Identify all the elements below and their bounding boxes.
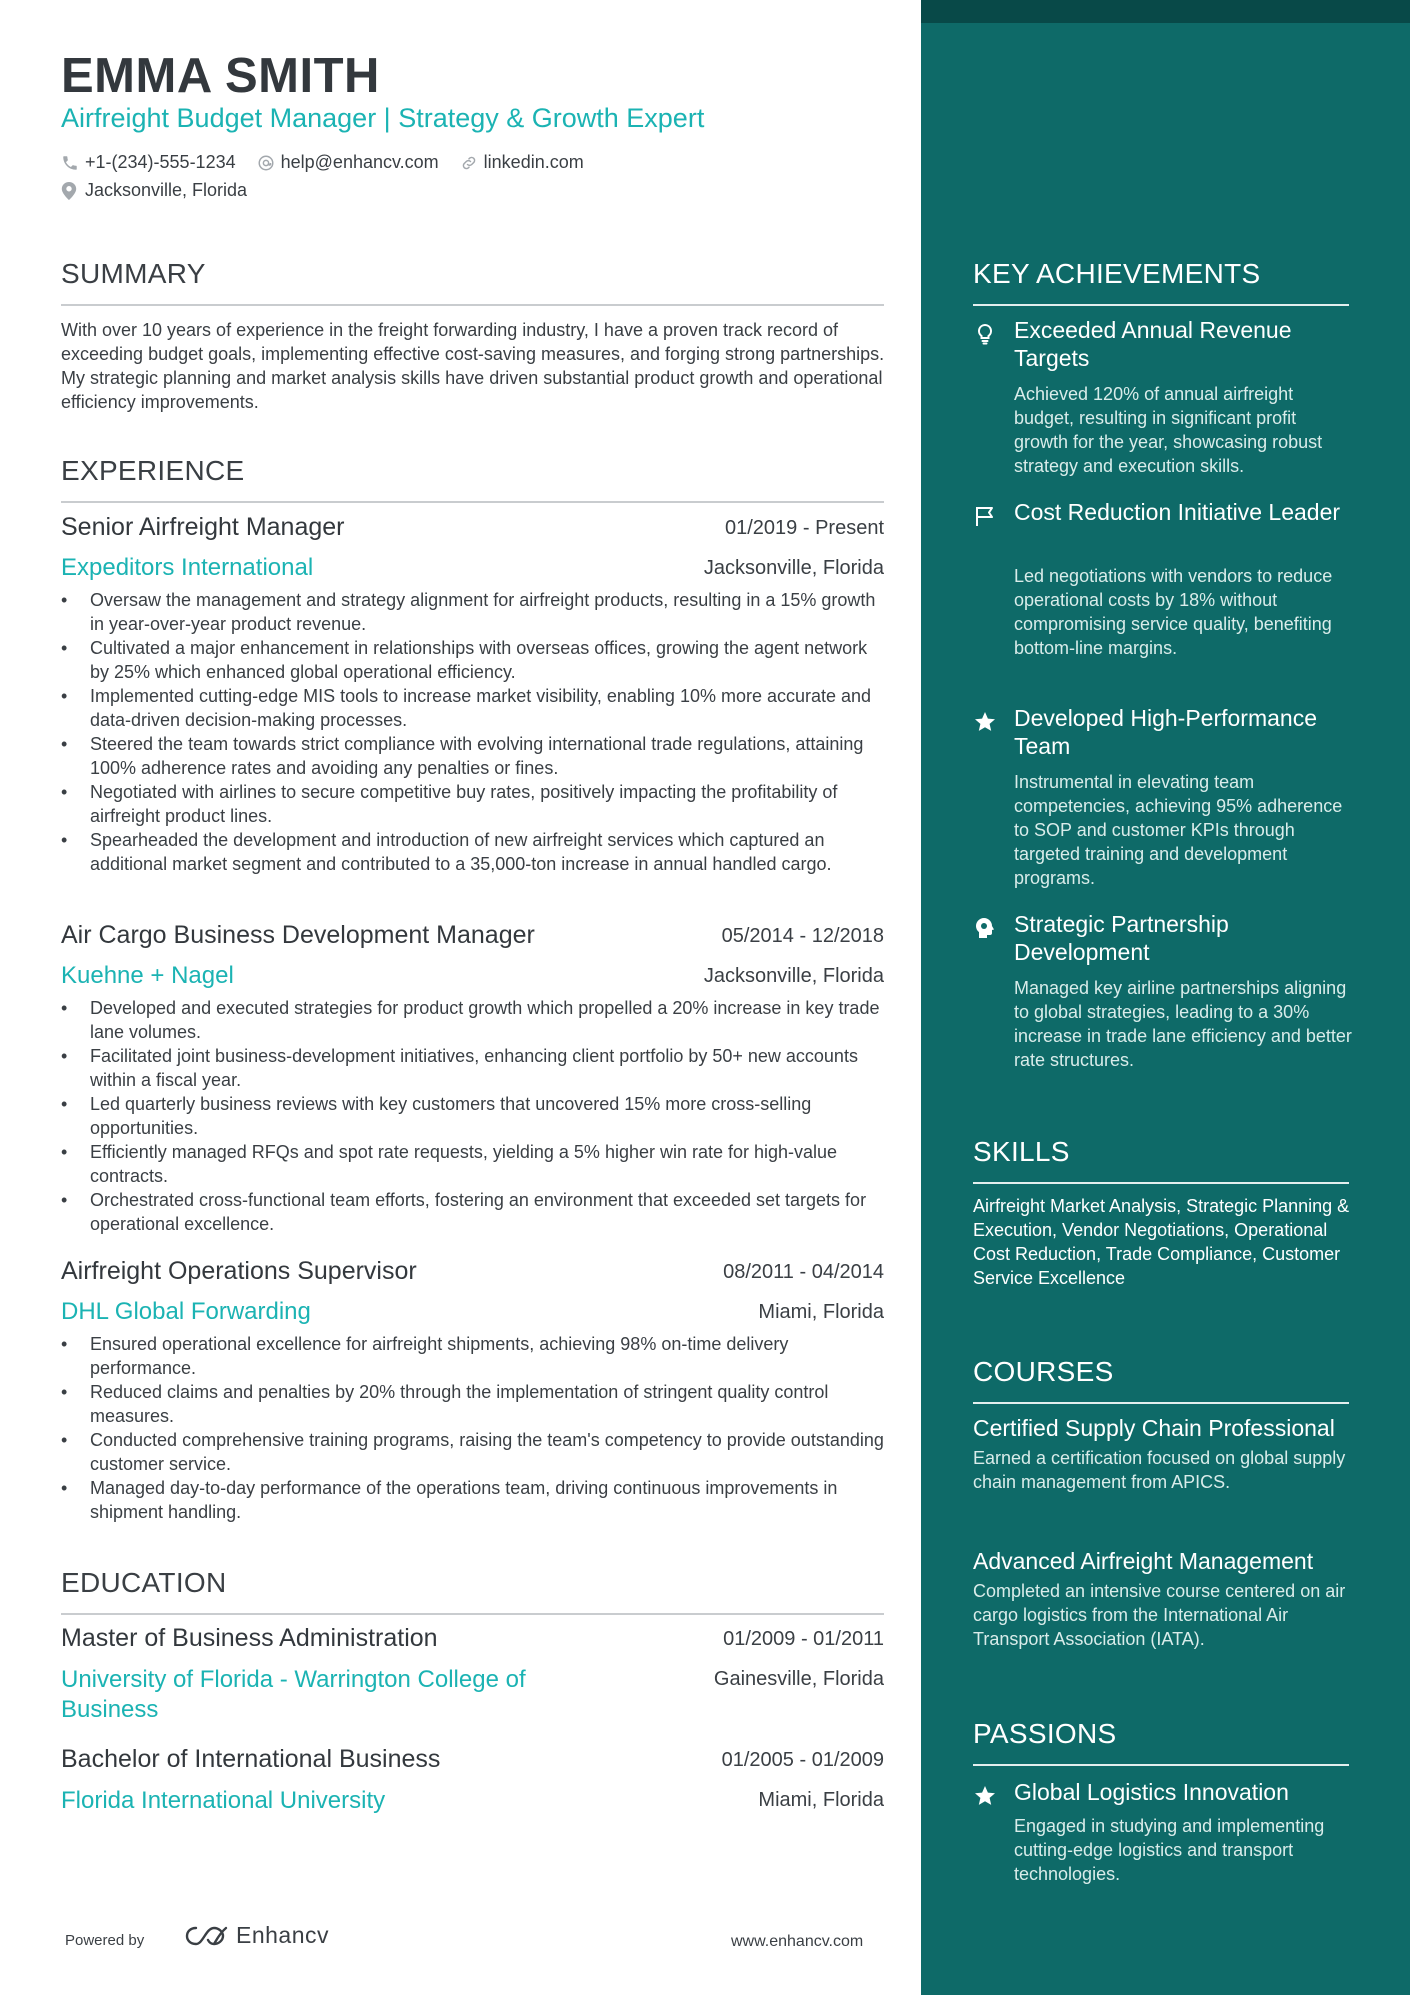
- course-title: Certified Supply Chain Professional: [973, 1415, 1335, 1441]
- skills-divider: [973, 1182, 1349, 1184]
- enhancv-logo[interactable]: [184, 1922, 329, 1949]
- bullet-item: • Facilitated joint business-development initiatives, enhancing client portfolio by 50+ new accounts within a fiscal year.: [61, 1044, 891, 1092]
- bullet-item: • Steered the team towards strict compliance with evolving international trade regulations, attaining 100% adherence rates and avoiding any penalties or fines.: [61, 732, 891, 780]
- job-location: Miami, Florida: [758, 1301, 884, 1323]
- job-bullets: [61, 588, 891, 876]
- skills-heading: SKILLS: [973, 1136, 1070, 1167]
- achievement-title: Cost Reduction Initiative Leader: [1014, 499, 1341, 525]
- education-divider: [61, 1613, 884, 1615]
- star-icon: [973, 1784, 997, 1808]
- summary-text: With over 10 years of experience in the freight forwarding industry, I have a proven track record of exceeding budget goals, implementing effective cost-saving measures, and forging strong partnerships. My strategic planning and market analysis skills have driven substantial product growth and operational efficiency improvements.: [61, 320, 885, 412]
- bullet-item: • Developed and executed strategies for product growth which propelled a 20% increase in key trade lane volumes.: [61, 996, 891, 1044]
- bullet-item: • Implemented cutting-edge MIS tools to increase market visibility, enabling 10% more accurate and data-driven decision-making processes.: [61, 684, 891, 732]
- footer-url[interactable]: www.enhancv.com: [731, 1933, 864, 1950]
- school-name: University of Florida - Warrington College of Business: [61, 1666, 526, 1723]
- powered-by-label: Powered by: [65, 1932, 145, 1949]
- passion-description: Engaged in studying and implementing cutting-edge logistics and transport technologies.: [1014, 1816, 1325, 1884]
- bullet-item: • Negotiated with airlines to secure competitive buy rates, positively impacting the profitability of airfreight product lines.: [61, 780, 891, 828]
- degree-title: Bachelor of International Business: [61, 1745, 441, 1773]
- flag-icon: [973, 504, 997, 528]
- skills-list: Airfreight Market Analysis, Strategic Planning & Execution, Vendor Negotiations, Operational Cost Reduction, Trade Compliance, Customer Service Excellence: [973, 1196, 1350, 1288]
- achievements-heading: KEY ACHIEVEMENTS: [973, 258, 1261, 289]
- contact-phone[interactable]: [61, 152, 236, 173]
- experience-heading: EXPERIENCE: [61, 455, 245, 486]
- job-title: Airfreight Operations Supervisor: [61, 1257, 417, 1285]
- school-name: Florida International University: [61, 1787, 386, 1814]
- passions-divider: [973, 1764, 1349, 1766]
- course-description: Completed an intensive course centered on air cargo logistics from the International Air Transport Association (IATA).: [973, 1581, 1346, 1649]
- education-location: Miami, Florida: [758, 1789, 884, 1811]
- contact-linkedin[interactable]: [460, 152, 584, 173]
- education-location: Gainesville, Florida: [713, 1668, 884, 1690]
- bullet-item: • Reduced claims and penalties by 20% through the implementation of stringent quality control measures.: [61, 1380, 891, 1428]
- bullet-item: • Conducted comprehensive training programs, raising the team's competency to provide outstanding customer service.: [61, 1428, 891, 1476]
- bullet-item: • Efficiently managed RFQs and spot rate requests, yielding a 5% higher win rate for high-value contracts.: [61, 1140, 891, 1188]
- job-dates: 05/2014 - 12/2018: [721, 925, 884, 947]
- degree-title: Master of Business Administration: [61, 1624, 438, 1652]
- bullet-item: • Managed day-to-day performance of the operations team, driving continuous improvements in shipment handling.: [61, 1476, 891, 1524]
- bullet-item: • Ensured operational excellence for airfreight shipments, achieving 98% on-time delivery performance.: [61, 1332, 891, 1380]
- job-title: Senior Airfreight Manager: [61, 513, 345, 541]
- achievements-divider: [973, 304, 1349, 306]
- experience-divider: [61, 501, 884, 503]
- bullet-item: • Orchestrated cross-functional team efforts, fostering an environment that exceeded set targets for operational excellence.: [61, 1188, 891, 1236]
- job-company: DHL Global Forwarding: [61, 1298, 311, 1325]
- contact-location: [61, 180, 247, 201]
- courses-divider: [973, 1402, 1349, 1404]
- achievement-description: Achieved 120% of annual airfreight budget, resulting in significant profit growth for the year, showcasing robust strategy and execution skills.: [1014, 384, 1323, 476]
- enhancv-logo-icon: [184, 1923, 230, 1949]
- course-title: Advanced Airfreight Management: [973, 1548, 1314, 1574]
- bullet-item: • Spearheaded the development and introduction of new airfreight services which captured an additional market segment and contributed to a 35,000-ton increase in annual handled cargo.: [61, 828, 891, 876]
- summary-heading: SUMMARY: [61, 258, 206, 289]
- sidebar: [921, 0, 1410, 1995]
- job-location: Jacksonville, Florida: [703, 557, 884, 579]
- location-pin-icon: [61, 182, 77, 200]
- course-item: [973, 1547, 1358, 1651]
- achievement-title: Developed High-Performance Team: [1014, 705, 1317, 759]
- contact-row: [61, 152, 600, 177]
- star-icon: [973, 710, 997, 734]
- job-company: Expeditors International: [61, 554, 314, 581]
- phone-text: +1-(234)-555-1234: [85, 152, 236, 172]
- bullet-item: • Oversaw the management and strategy alignment for airfreight products, resulting in a 15% growth in year-over-year product revenue.: [61, 588, 891, 636]
- course-description: Earned a certification focused on global supply chain management from APICS.: [973, 1448, 1346, 1492]
- head-icon: [973, 916, 997, 940]
- headline: Airfreight Budget Manager | Strategy & Growth Expert: [61, 103, 705, 133]
- job-location: Jacksonville, Florida: [703, 965, 884, 987]
- passion-title: Global Logistics Innovation: [1014, 1779, 1289, 1805]
- phone-icon: [61, 154, 79, 172]
- candidate-name: EMMA SMITH: [61, 49, 380, 103]
- job-title: Air Cargo Business Development Manager: [61, 921, 535, 949]
- linkedin-text: linkedin.com: [483, 152, 584, 172]
- passions-heading: PASSIONS: [973, 1718, 1117, 1749]
- achievement-description: Managed key airline partnerships aligning to global strategies, leading to a 30% increase in trade lane efficiency and better rate structures.: [1014, 978, 1352, 1070]
- job-bullets: [61, 996, 891, 1236]
- bullet-item: • Cultivated a major enhancement in relationships with overseas offices, growing the agent network by 25% which enhanced global operational efficiency.: [61, 636, 891, 684]
- achievement-description: Instrumental in elevating team competencies, achieving 95% adherence to SOP and customer KPIs through targeted training and development programs.: [1014, 772, 1343, 888]
- course-item: [973, 1414, 1358, 1494]
- job-dates: 08/2011 - 04/2014: [723, 1261, 884, 1283]
- achievement-title: Exceeded Annual Revenue Targets: [1014, 317, 1292, 371]
- bullet-item: • Led quarterly business reviews with key customers that uncovered 15% more cross-selling opportunities.: [61, 1092, 891, 1140]
- summary-divider: [61, 304, 884, 306]
- achievement-description: Led negotiations with vendors to reduce operational costs by 18% without compromising service quality, benefiting bottom-line margins.: [1014, 566, 1333, 658]
- job-bullets: [61, 1332, 891, 1524]
- courses-heading: COURSES: [973, 1356, 1114, 1387]
- email-text: help@enhancv.com: [280, 152, 439, 172]
- location-text: Jacksonville, Florida: [85, 180, 248, 200]
- job-company: Kuehne + Nagel: [61, 962, 234, 989]
- at-icon: [257, 154, 275, 172]
- lightbulb-icon: [973, 322, 997, 346]
- link-icon: [460, 154, 478, 172]
- education-dates: 01/2005 - 01/2009: [721, 1749, 884, 1771]
- contact-email[interactable]: [257, 152, 439, 173]
- achievement-title: Strategic Partnership Development: [1014, 911, 1229, 965]
- job-dates: 01/2019 - Present: [725, 517, 884, 539]
- education-heading: EDUCATION: [61, 1567, 227, 1598]
- sidebar-top-band: [921, 0, 1410, 23]
- brand-name: Enhancv: [236, 1922, 330, 1948]
- education-dates: 01/2009 - 01/2011: [723, 1628, 884, 1650]
